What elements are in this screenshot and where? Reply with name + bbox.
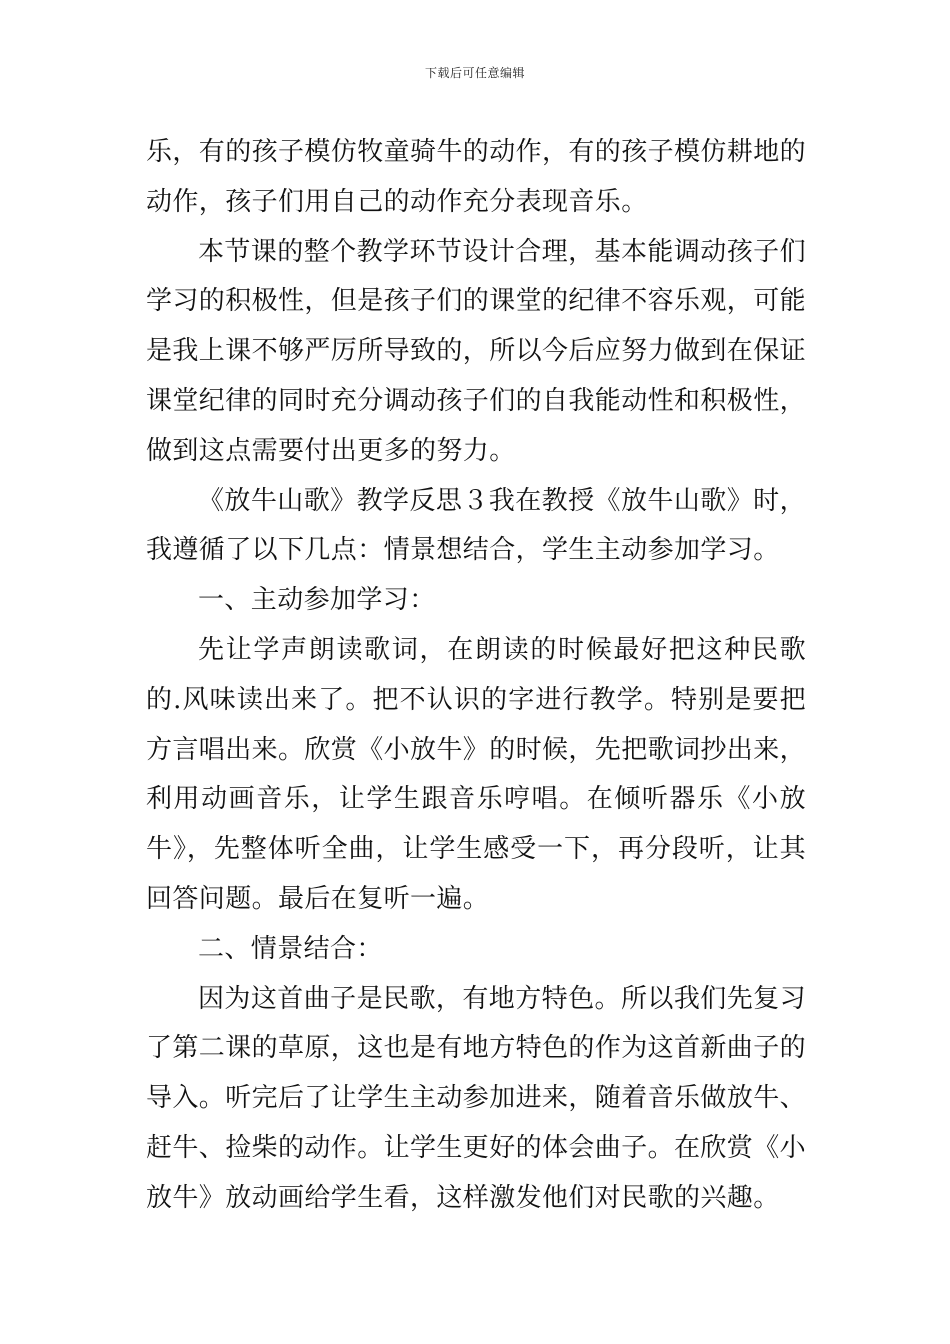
- page-header-note: 下载后可任意编辑: [424, 66, 525, 80]
- paragraph-lesson-summary: 本节课的整个教学环节设计合理，基本能调动孩子们学习的积极性，但是孩子们的课堂的纪律不容乐观，可能是我上课不够严厉所导致的，所以今后应努力做到在保证课堂纪律的同时充分调动孩子们的自我能动性和积极性，做到这点需要付出更多的努力。: [146, 236, 807, 466]
- section-heading-active-learning: 一、主动参加学习：: [198, 585, 436, 616]
- paragraph-active-learning: 先让学声朗读歌词，在朗读的时候最好把这种民歌的.风味读出来了。把不认识的字进行教学。特别是要把方言唱出来。欣赏《小放牛》的时候，先把歌词抄出来，利用动画音乐，让学生跟音乐哼唱。在倾听器乐《小放牛》，先整体听全曲，让学生感受一下，再分段听，让其回答问题。最后在复听一遍。: [146, 634, 807, 914]
- section-heading-scenario: 二、情景结合：: [198, 933, 383, 964]
- paragraph-scenario: 因为这首曲子是民歌，有地方特色。所以我们先复习了第二课的草原，这也是有地方特色的作为这首新曲子的导入。听完后了让学生主动参加进来，随着音乐做放牛、赶牛、捡柴的动作。让学生更好的体会曲子。在欣赏《小放牛》放动画给学生看，这样激发他们对民歌的兴趣。: [146, 983, 807, 1213]
- paragraph-continuation: 乐，有的孩子模仿牧童骑牛的动作，有的孩子模仿耕地的动作，孩子们用自己的动作充分表现音乐。: [146, 137, 807, 217]
- paragraph-reflection-intro: 《放牛山歌》教学反思３我在教授《放牛山歌》时，我遵循了以下几点：情景想结合，学生主动参加学习。: [146, 485, 806, 566]
- document-body: [146, 128, 806, 1224]
